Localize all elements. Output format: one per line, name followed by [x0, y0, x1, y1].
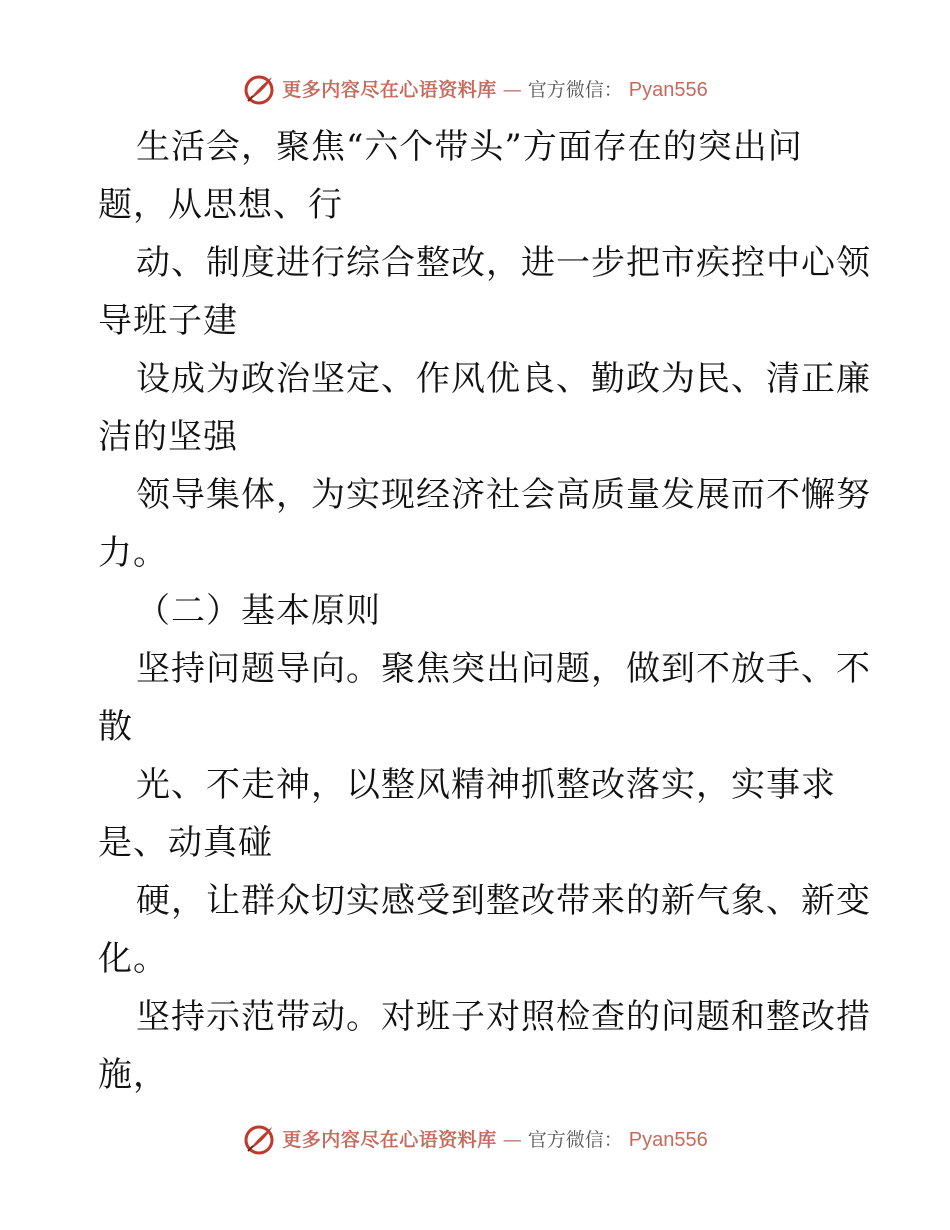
watermark-wechat-id: Pyan556 [628, 79, 708, 101]
watermark-separator: — [502, 79, 522, 101]
watermark-label: 官方微信： [527, 79, 623, 101]
text-line: 是、动真碰 [98, 823, 273, 863]
text-line: 坚持问题导向。聚焦突出问题，做到不放手、不 [136, 649, 871, 689]
text-line: 导班子建 [98, 301, 238, 341]
text-line: 设成为政治坚定、作风优良、勤政为民、清正廉 [136, 359, 871, 399]
text-line: 生活会，聚焦“六个带头”方面存在的突出问 [136, 127, 803, 167]
footer-watermark [0, 1120, 950, 1160]
text-line: 力。 [98, 533, 168, 573]
watermark-main-text: 更多内容尽在心语资料库 [282, 1129, 497, 1151]
watermark-wechat-id: Pyan556 [628, 1129, 708, 1151]
text-line: 硬，让群众切实感受到整改带来的新气象、新变 [136, 881, 871, 921]
text-line: 散 [98, 707, 133, 747]
document-body [98, 118, 871, 1104]
quill-pen-logo-icon [242, 1123, 276, 1157]
text-line: 光、不走神，以整风精神抓整改落实，实事求 [136, 765, 836, 805]
text-line: 施， [98, 1055, 168, 1095]
text-line: 洁的坚强 [98, 417, 238, 457]
text-line: 题，从思想、行 [98, 185, 343, 225]
text-line: 领导集体，为实现经济社会高质量发展而不懈努 [136, 475, 871, 515]
header-watermark [0, 70, 950, 110]
section-heading: （二）基本原则 [136, 591, 381, 631]
watermark-label: 官方微信： [527, 1129, 623, 1151]
quill-pen-logo-icon [242, 73, 276, 107]
text-line: 化。 [98, 939, 168, 979]
text-line: 坚持示范带动。对班子对照检查的问题和整改措 [136, 997, 871, 1037]
watermark-separator: — [502, 1129, 522, 1151]
text-line: 动、制度进行综合整改，进一步把市疾控中心领 [136, 243, 871, 283]
watermark-main-text: 更多内容尽在心语资料库 [282, 79, 497, 101]
